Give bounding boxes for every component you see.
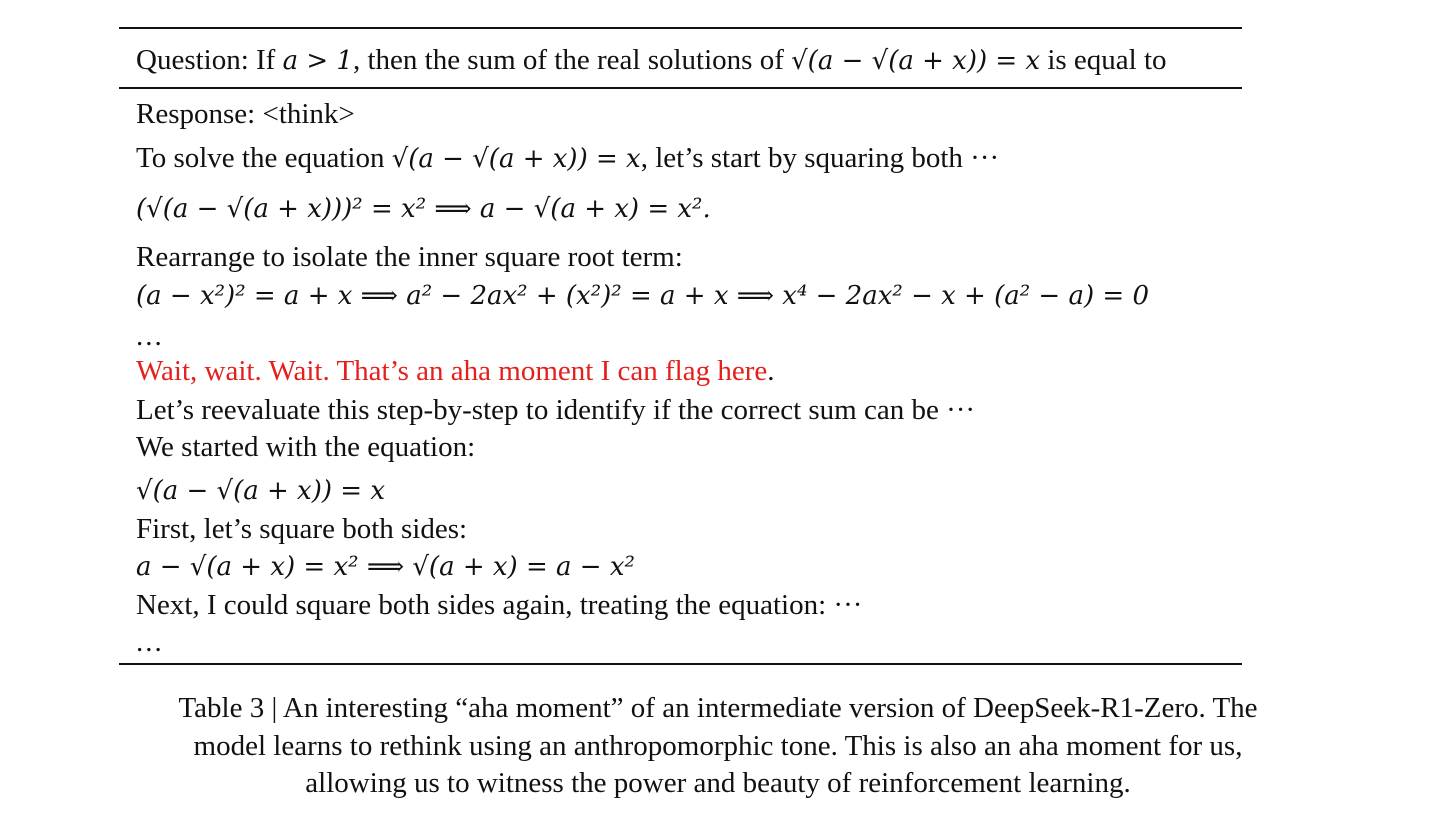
- response-line-13: Next, I could square both sides again, treating the equation: ···: [136, 589, 863, 621]
- aha-moment-highlight: Wait, wait. Wait. That’s an aha moment I can flag here: [136, 355, 768, 387]
- table-caption: [0, 690, 1436, 803]
- response-line-2-equation: √(a − √(a + x)) = x: [391, 144, 641, 174]
- caption-line-1: Table 3 | An interesting “aha moment” of an intermediate version of DeepSeek-R1-Zero. The: [178, 692, 1258, 724]
- response-line-2: [136, 140, 999, 177]
- question-condition: a > 1: [282, 46, 353, 76]
- ellipsis-1: ...: [136, 320, 164, 352]
- table-header-rule: [119, 87, 1242, 89]
- caption-line-2: model learns to rethink using an anthropomorphic tone. This is also an aha moment for us,: [193, 729, 1243, 762]
- question-prefix: Question: If: [136, 44, 276, 76]
- table-bottom-rule: [119, 663, 1242, 665]
- response-line-9: We started with the equation:: [136, 431, 476, 463]
- response-line-4: Rearrange to isolate the inner square root term:: [136, 241, 683, 273]
- response-line-3-equation: (√(a − √(a + x)))² = x² ⟹ a − √(a + x) = x².: [136, 194, 711, 224]
- table-top-rule: [119, 27, 1242, 29]
- response-line-12-equation: a − √(a + x) = x² ⟹ √(a + x) = a − x²: [136, 552, 635, 582]
- response-line-1: Response: <think>: [136, 98, 355, 130]
- response-line-8: Let’s reevaluate this step-by-step to identify if the correct sum can be ···: [136, 394, 976, 426]
- response-line-2-text: To solve the equation: [136, 142, 385, 174]
- question-equation: √(a − √(a + x)) = x: [791, 46, 1041, 76]
- response-line-11: First, let’s square both sides:: [136, 513, 468, 545]
- response-line-5-equation: (a − x²)² = a + x ⟹ a² − 2ax² + (x²)² = a + x ⟹ x⁴ − 2ax² − x + (a² − a) = 0: [136, 281, 1149, 311]
- aha-moment-tail: .: [767, 355, 775, 387]
- aha-moment-line: [136, 353, 774, 389]
- response-line-10-equation: √(a − √(a + x)) = x: [136, 476, 385, 506]
- question-suffix: is equal to: [1047, 44, 1167, 76]
- ellipsis-2: ...: [136, 626, 164, 658]
- response-line-2-tail: , let’s start by squaring both ···: [640, 142, 1000, 174]
- question-mid: , then the sum of the real solutions of: [352, 44, 784, 76]
- caption-line-3: allowing us to witness the power and beauty of reinforcement learning.: [305, 767, 1131, 799]
- question-line: [136, 42, 1167, 79]
